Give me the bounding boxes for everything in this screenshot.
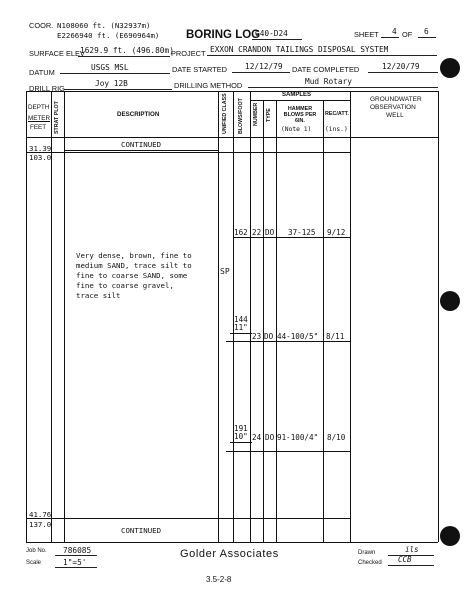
- sheet-number: 4: [392, 27, 397, 36]
- checked-label: Checked: [358, 560, 382, 566]
- column-divider: [350, 91, 351, 542]
- sample-line: [226, 341, 350, 342]
- checked-initials: CCB: [398, 555, 412, 564]
- table-bottom-border: [26, 542, 438, 543]
- scale-label: Scale: [26, 560, 42, 566]
- date-completed-label: DATE COMPLETED: [292, 65, 360, 74]
- sample-line: [233, 237, 350, 238]
- underline: [388, 565, 434, 566]
- project-name: EXXON CRANDON TAILINGS DISPOSAL SYSTEM: [210, 45, 389, 54]
- sample-line: [230, 333, 252, 334]
- type-header: TYPE: [266, 108, 272, 122]
- description-line: fine to coarse gravel,: [76, 281, 174, 290]
- samples-header: SAMPLES: [282, 92, 312, 98]
- number-header: NUMBER: [253, 102, 259, 126]
- column-divider: [263, 100, 264, 542]
- sample-blows: 144: [234, 315, 248, 324]
- datum-label: DATUM: [29, 68, 55, 77]
- sample-number: 22: [252, 228, 262, 237]
- sample-line: [226, 451, 350, 452]
- punch-hole: [440, 58, 460, 78]
- sample-rec: 8/11: [326, 332, 345, 341]
- description-line: fine to coarse SAND, some: [76, 271, 188, 280]
- underline: [248, 87, 438, 88]
- top-depth-feet: 103.0: [29, 153, 52, 162]
- drawn-initials: ils: [405, 545, 419, 554]
- drill-rig: Joy 12B: [95, 79, 128, 88]
- date-started: 12/12/79: [245, 62, 283, 71]
- depth-header: DEPTH: [28, 104, 50, 111]
- sample-hammer: 37-125: [288, 228, 316, 237]
- underline: [64, 89, 172, 90]
- underline: [232, 72, 290, 73]
- column-divider: [26, 91, 27, 542]
- scale: 1"=5': [63, 558, 87, 567]
- meter-header: METER: [28, 115, 51, 122]
- drilling-method: Mud Rotary: [305, 77, 352, 86]
- strat-plot-header: STRAT PLOT: [54, 101, 60, 134]
- description-header: DESCRIPTION: [117, 111, 160, 118]
- stratum-top-line: [51, 152, 351, 153]
- ins-header: (ins.): [325, 126, 348, 133]
- feet-header: FEET: [30, 124, 47, 131]
- sample-number: 24: [252, 433, 262, 442]
- sample-number: 23: [252, 332, 262, 341]
- column-divider: [323, 100, 324, 542]
- sample-type: DO: [265, 228, 275, 237]
- description-line: medium SAND, trace silt to: [76, 261, 192, 270]
- coord-north: N108060 ft. (N32937m): [57, 21, 151, 30]
- sheet-total: 6: [424, 27, 429, 36]
- page-number: 3.5-2-8: [206, 575, 232, 584]
- sample-blows-note: 11": [234, 323, 248, 332]
- groundwater-header: GROUNDWATER: [370, 96, 422, 103]
- column-divider: [276, 100, 277, 542]
- continued-top: CONTINUED: [121, 140, 162, 149]
- sheet-label: SHEET: [354, 30, 379, 39]
- stratum-bottom-line: [26, 518, 351, 519]
- surface-elev: 1629.9 ft. (496.80m): [80, 46, 174, 55]
- underline: [60, 73, 170, 74]
- coord-label: COOR.: [29, 21, 54, 30]
- project-label: PROJECT: [171, 49, 206, 58]
- top-depth-meter: 31.39: [29, 144, 52, 153]
- boring-id: G40-D24: [255, 29, 288, 38]
- job-number: 786085: [63, 546, 92, 555]
- sample-blows-note: 10": [234, 432, 248, 441]
- continued-line: [64, 150, 218, 151]
- observation-header: OBSERVATION: [370, 104, 416, 111]
- well-header: WELL: [386, 112, 404, 119]
- column-divider: [64, 91, 65, 542]
- column-divider: [438, 91, 439, 542]
- sample-type: DO: [264, 332, 274, 341]
- underline: [252, 39, 302, 40]
- drill-rig-label: DRILL RIG: [29, 84, 65, 93]
- underline: [55, 555, 97, 556]
- description-line: Very dense, brown, fine to: [76, 251, 192, 260]
- form-title: BORING LOG: [186, 29, 261, 41]
- column-divider: [218, 91, 219, 542]
- blows-per-foot-header: BLOWS/FOOT: [238, 98, 244, 134]
- description-line: trace silt: [76, 291, 121, 300]
- company-name: Golder Associates: [180, 548, 279, 560]
- sample-hammer: 91-100/4": [277, 433, 319, 442]
- sample-blows: 162: [234, 228, 248, 237]
- hammer-header: HAMMER BLOWS PER 6IN.: [283, 106, 317, 124]
- column-divider: [250, 91, 251, 542]
- underline: [368, 72, 438, 73]
- sample-hammer: 44-100/5": [277, 332, 319, 341]
- underline: [381, 37, 399, 38]
- underline: [55, 567, 97, 568]
- sample-blows: 191: [234, 424, 248, 433]
- coord-east: E2266940 ft. (E690964m): [57, 31, 160, 40]
- bottom-depth-meter: 41.76: [29, 510, 52, 519]
- depth-tick: [26, 152, 52, 153]
- punch-hole: [440, 526, 460, 546]
- samples-header-divider: [250, 100, 350, 101]
- date-completed: 12/20/79: [382, 62, 420, 71]
- underline: [207, 55, 437, 56]
- unified-class-code: SP: [220, 267, 230, 276]
- header-bottom-border: [26, 137, 438, 138]
- surface-elev-label: SURFACE ELEV: [29, 49, 85, 58]
- unified-class-header: UNIFIED CLASS: [222, 93, 228, 134]
- sample-line: [230, 442, 252, 443]
- of-label: OF: [402, 30, 413, 39]
- underline: [418, 37, 436, 38]
- note-header: (Note 1): [281, 126, 312, 133]
- underline: [78, 56, 170, 57]
- drilling-method-label: DRILLING METHOD: [174, 81, 243, 90]
- sample-rec: 9/12: [327, 228, 346, 237]
- bottom-depth-feet: 137.0: [29, 520, 52, 529]
- date-started-label: DATE STARTED: [172, 65, 228, 74]
- sample-rec: 8/10: [327, 433, 346, 442]
- drawn-label: Drawn: [358, 550, 376, 556]
- job-number-label: Job No.: [26, 548, 47, 554]
- sample-type: DO: [265, 433, 275, 442]
- datum: USGS MSL: [91, 63, 129, 72]
- continued-bottom: CONTINUED: [121, 526, 162, 535]
- table-top-border: [26, 91, 438, 92]
- punch-hole: [440, 291, 460, 311]
- rec-att-header: REC/ATT.: [325, 111, 349, 117]
